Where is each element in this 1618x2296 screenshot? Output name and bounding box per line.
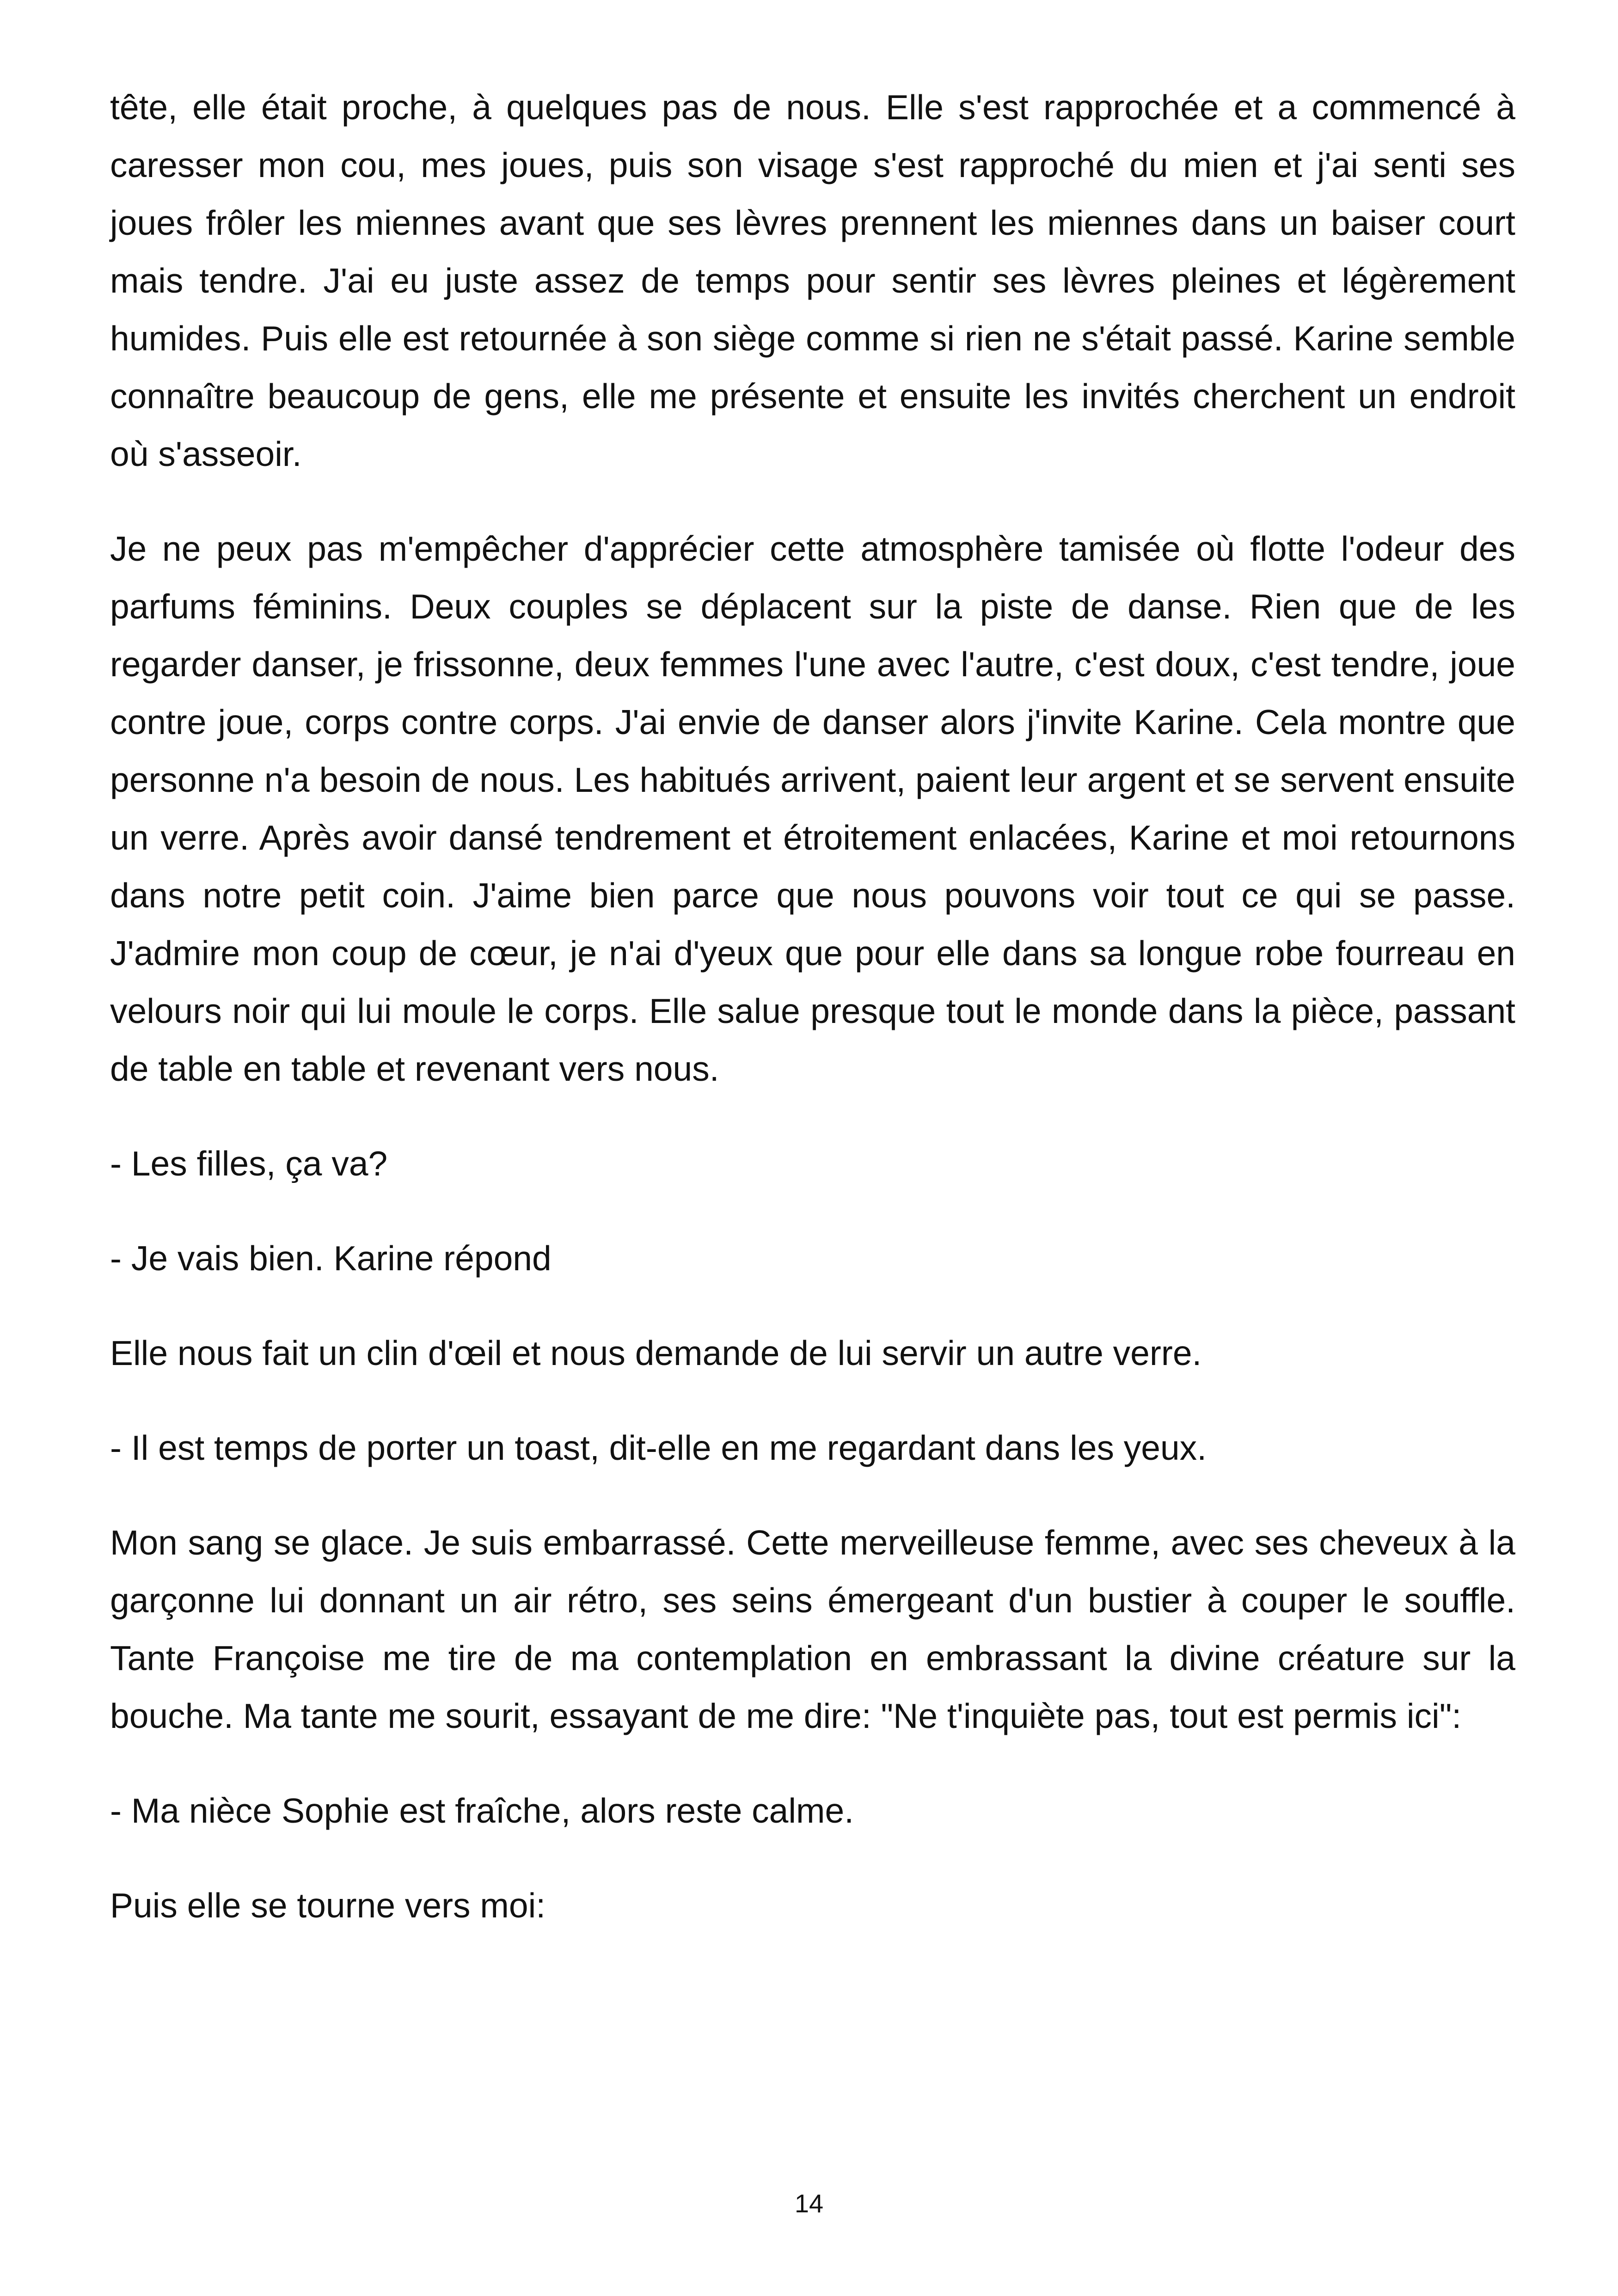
page-number: 14: [794, 2189, 824, 2218]
paragraph: Mon sang se glace. Je suis embarrassé. Cette merveilleuse femme, avec ses cheveux à la garçonne lui donnant un air rétro, ses seins émergeant d'un bustier à couper le souffle. Tante Françoise me tire de ma contemplation en embrassant la divine créature sur la bouche. Ma tante me sourit, essayant de me dire: "Ne t'inquiète pas, tout est permis ici":: [110, 1523, 1515, 1735]
page-body: [110, 79, 1515, 1971]
dialogue-line: - Il est temps de porter un toast, dit-elle en me regardant dans les yeux.: [110, 1428, 1207, 1467]
paragraph: Puis elle se tourne vers moi:: [110, 1886, 546, 1925]
dialogue-line: - Ma nièce Sophie est fraîche, alors reste calme.: [110, 1791, 854, 1830]
paragraph: tête, elle était proche, à quelques pas de nous. Elle s'est rapprochée et a commencé à caresser mon cou, mes joues, puis son visage s'est rapproché du mien et j'ai senti ses joues frôler les miennes avant que ses lèvres prennent les miennes dans un baiser court mais tendre. J'ai eu juste assez de temps pour sentir ses lèvres pleines et légèrement humides. Puis elle est retournée à son siège comme si rien ne s'était passé. Karine semble connaître beaucoup de gens, elle me présente et ensuite les invités cherchent un endroit où s'asseoir.: [110, 88, 1515, 473]
paragraph: Elle nous fait un clin d'œil et nous demande de lui servir un autre verre.: [110, 1334, 1202, 1372]
dialogue-line: - Les filles, ça va?: [110, 1144, 388, 1183]
paragraph: Je ne peux pas m'empêcher d'apprécier cette atmosphère tamisée où flotte l'odeur des parfums féminins. Deux couples se déplacent sur la piste de danse. Rien que de les regarder danser, je frissonne, deux femmes l'une avec l'autre, c'est doux, c'est tendre, joue contre joue, corps contre corps. J'ai envie de danser alors j'invite Karine. Cela montre que personne n'a besoin de nous. Les habitués arrivent, paient leur argent et se servent ensuite un verre. Après avoir dansé tendrement et étroitement enlacées, Karine et moi retournons dans notre petit coin. J'aime bien parce que nous pouvons voir tout ce qui se passe. J'admire mon coup de cœur, je n'ai d'yeux que pour elle dans sa longue robe fourreau en velours noir qui lui moule le corps. Elle salue presque tout le monde dans la pièce, passant de table en table et revenant vers nous.: [110, 529, 1515, 1088]
dialogue-line: - Je vais bien. Karine répond: [110, 1239, 552, 1278]
